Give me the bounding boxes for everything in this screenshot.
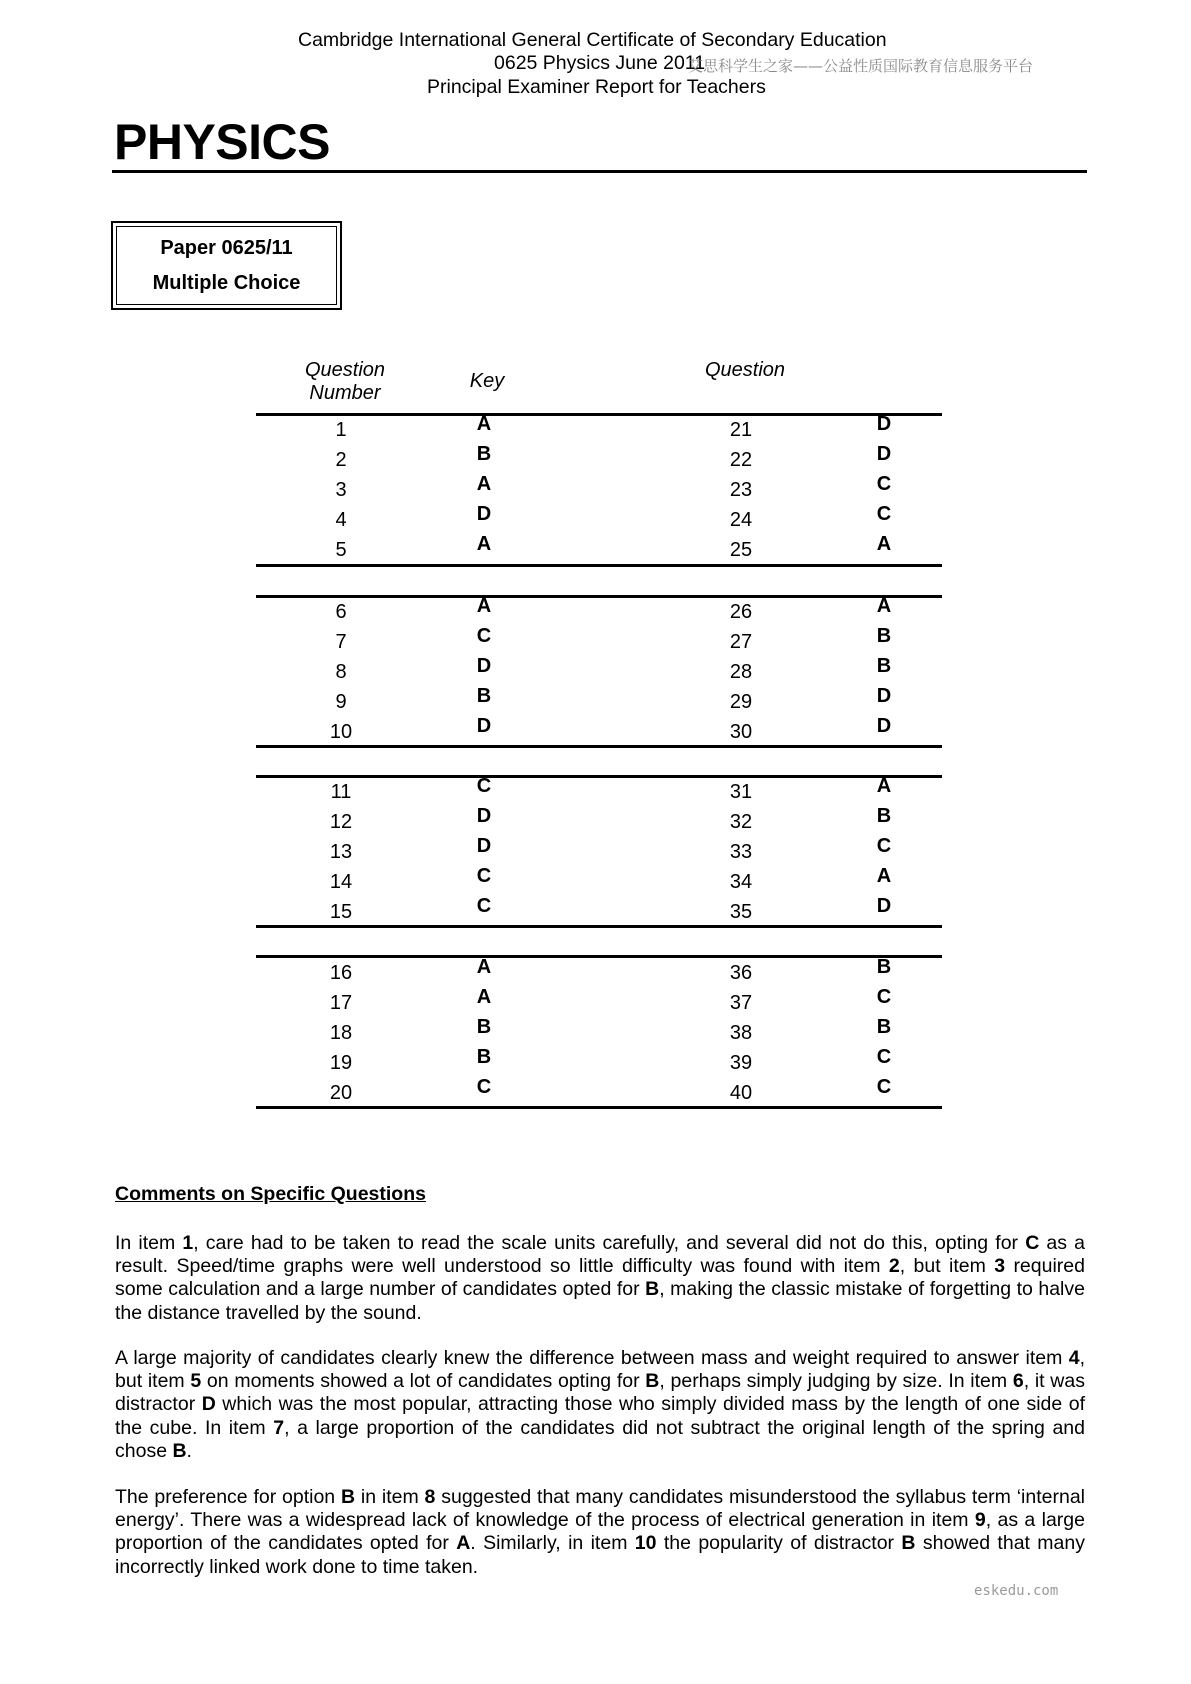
question-number: 12 [329,811,353,833]
question-number: 8 [335,661,347,683]
key-answer: C [876,1046,892,1068]
table-rule [256,745,942,748]
question-number: 17 [329,992,353,1014]
question-number: 34 [729,871,753,893]
key-answer: C [876,986,892,1008]
question-number: 38 [729,1022,753,1044]
key-answer: D [476,715,492,737]
question-number: 6 [335,601,347,623]
question-number: 37 [729,992,753,1014]
title-rule [112,170,1087,173]
question-number: 27 [729,631,753,653]
key-answer: C [876,503,892,525]
question-number: 21 [729,419,753,441]
question-number: 16 [329,962,353,984]
key-answer: B [876,805,892,827]
header-watermark: 艾思科学生之家——公益性质国际教育信息服务平台 [688,57,1034,75]
key-answer: A [876,595,892,617]
key-answer: B [876,956,892,978]
key-answer: A [476,986,492,1008]
key-answer: D [876,895,892,917]
question-number: 36 [729,962,753,984]
comment-paragraph-2: A large majority of candidates clearly knew the difference between mass and weight required to answer item 4, but item 5 on moments showed a lot of candidates opting for B, perhaps simply judging by size. In item 6, it was distractor D which was the most popular, attracting those who simply divided mass by the length of one side of the cube. In item 7, a large proportion of the candidates did not subtract the original length of the spring and chose B. [115,1347,1085,1462]
key-answer: D [876,413,892,435]
header-line-3: Principal Examiner Report for Teachers [427,76,766,98]
header-question-number-2: Number [309,382,381,404]
header-line-1: Cambridge International General Certificate of Secondary Education [298,29,887,51]
table-rule [256,564,942,567]
question-number: 3 [335,479,347,501]
question-number: 2 [335,449,347,471]
key-answer: B [876,655,892,677]
key-answer: A [476,473,492,495]
question-number: 29 [729,691,753,713]
key-answer: D [476,835,492,857]
key-answer: B [876,625,892,647]
key-answer: A [876,775,892,797]
question-number: 5 [335,539,347,561]
key-answer: D [476,503,492,525]
table-rule [256,925,942,928]
question-number: 40 [729,1082,753,1104]
question-number: 23 [729,479,753,501]
key-answer: C [476,1076,492,1098]
question-number: 14 [329,871,353,893]
paper-box [111,221,342,310]
key-answer: A [476,956,492,978]
key-answer: A [476,413,492,435]
question-number: 9 [335,691,347,713]
paper-type: Multiple Choice [152,272,301,294]
question-number: 4 [335,509,347,531]
question-number: 22 [729,449,753,471]
table-rule [256,595,942,598]
footer-watermark: eskedu.com [974,1583,1059,1599]
key-answer: A [876,865,892,887]
question-number: 11 [330,781,352,803]
header-line-2: 0625 Physics June 2011 [494,52,706,74]
header-question-number-1: Question [304,359,386,381]
question-number: 35 [729,901,753,923]
table-rule [256,413,942,416]
key-answer: C [476,865,492,887]
table-rule [256,955,942,958]
key-answer: B [476,685,492,707]
question-number: 28 [729,661,753,683]
question-number: 26 [729,601,753,623]
key-answer: B [876,1016,892,1038]
key-answer: C [476,775,492,797]
question-number: 24 [729,509,753,531]
comment-paragraph-1: In item 1, care had to be taken to read the scale units carefully, and several did not do this, opting for C as a result. Speed/time graphs were well understood so little difficulty was found with item 2, but item 3 required some calculation and a large number of candidates opted for B, making the classic mistake of forgetting to halve the distance travelled by the sound. [115,1232,1086,1324]
question-number: 39 [729,1052,753,1074]
question-number: 13 [329,841,353,863]
question-number: 7 [335,631,347,653]
question-number: 31 [729,781,753,803]
key-answer: D [476,805,492,827]
key-answer: D [876,715,892,737]
question-number: 20 [329,1082,353,1104]
table-rule [256,775,942,778]
question-number: 15 [329,901,353,923]
key-answer: A [476,533,492,555]
paper-code: Paper 0625/11 [160,237,293,259]
header-key: Key [469,370,505,392]
key-answer: C [476,895,492,917]
key-answer: B [476,443,492,465]
key-answer: B [476,1016,492,1038]
key-answer: C [476,625,492,647]
question-number: 30 [729,721,753,743]
key-answer: C [876,835,892,857]
key-answer: A [876,533,892,555]
question-number: 25 [729,539,753,561]
page-title: PHYSICS [114,114,331,170]
table-rule [256,1106,942,1109]
question-number: 1 [335,419,347,441]
question-number: 18 [329,1022,353,1044]
key-answer: B [476,1046,492,1068]
comment-paragraph-3: The preference for option B in item 8 suggested that many candidates misunderstood the syllabus term ‘internal energy’. There was a widespread lack of knowledge of the process of electrical generation in item 9, as a large proportion of the candidates opted for A. Similarly, in item 10 the popularity of distractor B showed that many incorrectly linked work done to time taken. [115,1486,1085,1578]
question-number: 19 [329,1052,353,1074]
header-question: Question [704,359,786,381]
key-answer: D [876,443,892,465]
key-answer: C [876,473,892,495]
key-answer: D [876,685,892,707]
question-number: 10 [329,721,353,743]
key-answer: C [876,1076,892,1098]
comments-heading: Comments on Specific Questions [115,1183,426,1205]
question-number: 33 [729,841,753,863]
question-number: 32 [729,811,753,833]
key-answer: A [476,595,492,617]
key-answer: D [476,655,492,677]
